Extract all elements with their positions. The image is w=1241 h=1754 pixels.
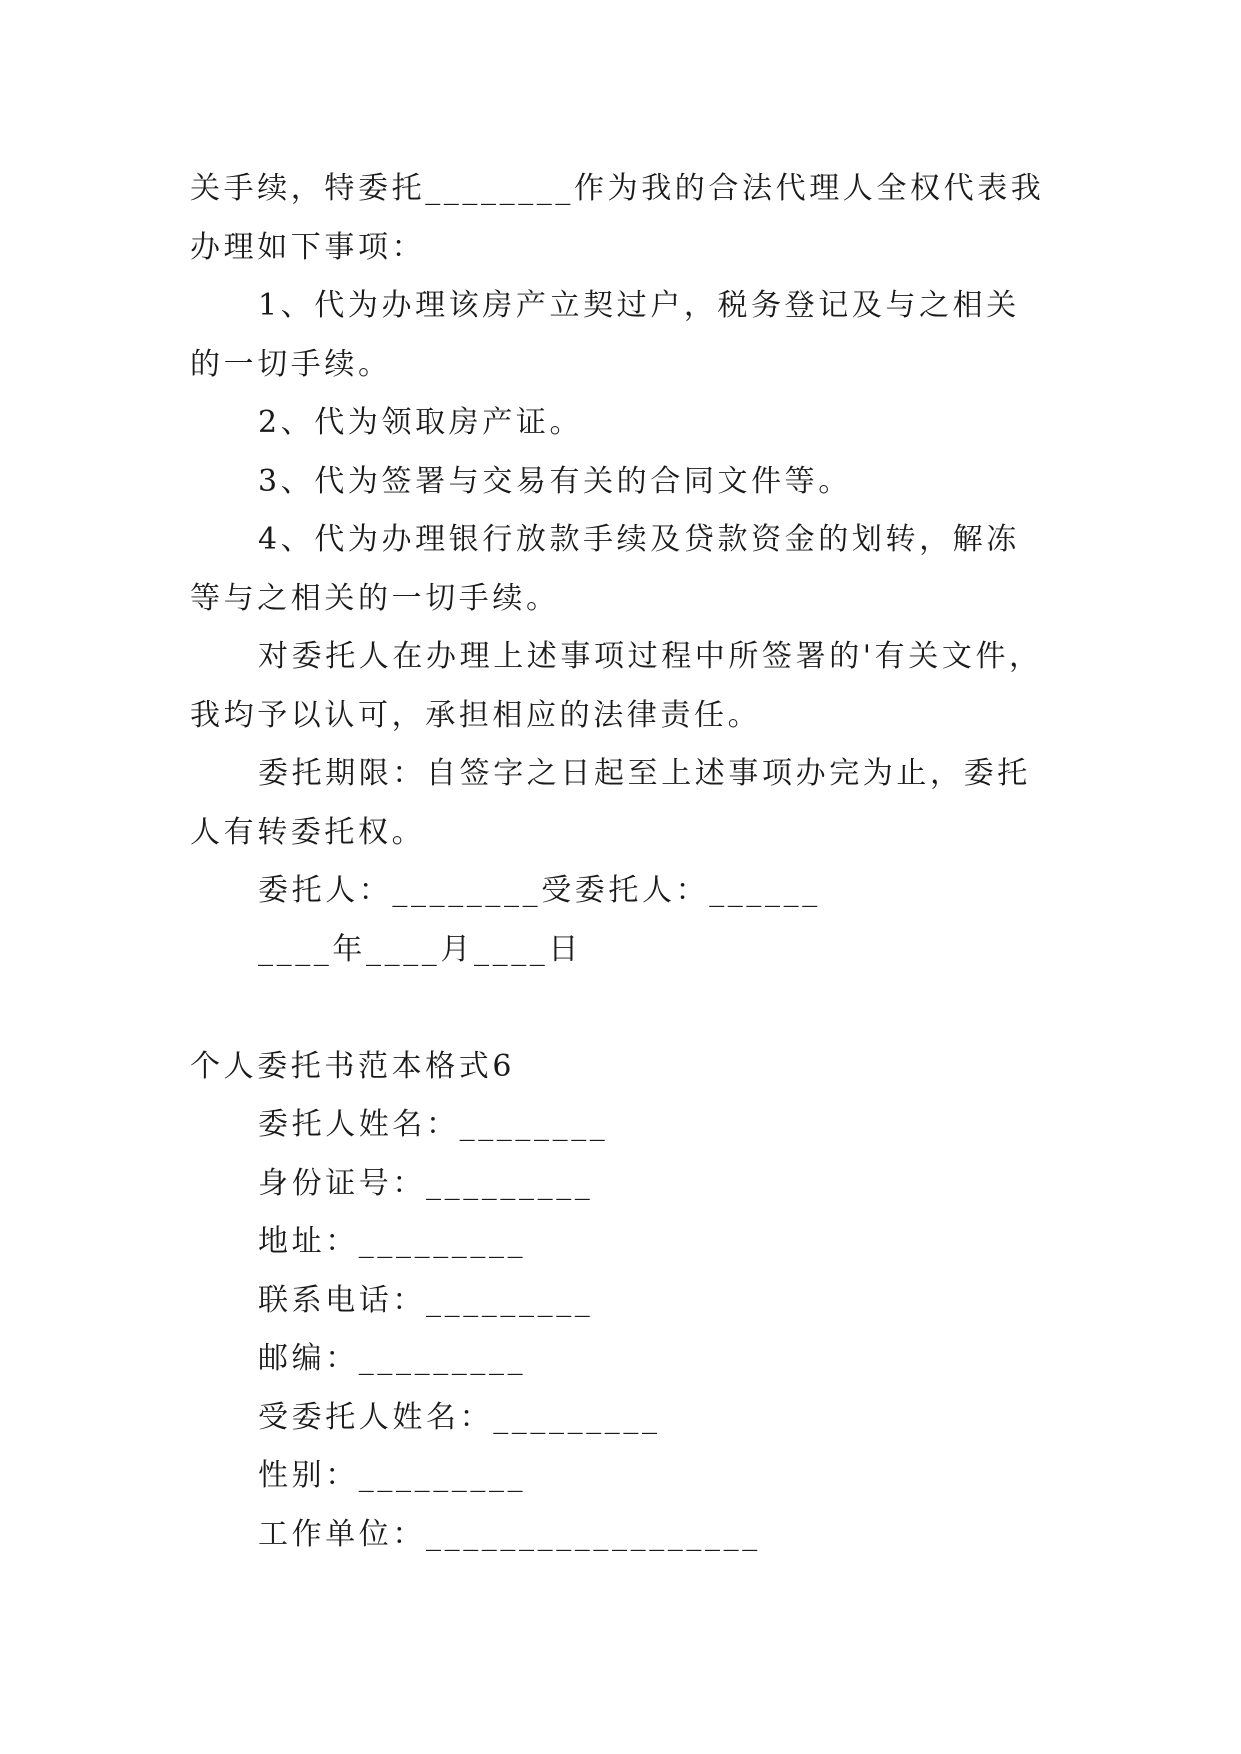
document-body: [190, 160, 1050, 1564]
field-employer: 工作单位：__________________: [258, 1516, 761, 1552]
list-item-3: 3、代为签署与交易有关的合同文件等。: [258, 463, 852, 499]
list-item-2: 2、代为领取房产证。: [258, 405, 584, 440]
field-address: 地址：_________: [258, 1224, 527, 1259]
list-item-4: 4、代为办理银行放款手续及贷款资金的划转，解冻等与之相关的一切手续。: [190, 522, 1020, 616]
section-gap: [190, 979, 1050, 1038]
signature-line: 委托人：________受委托人：______: [258, 873, 821, 908]
date-line: ____年____月____日: [258, 931, 582, 967]
field-postcode: 邮编：_________: [258, 1341, 527, 1376]
field-phone: 联系电话：_________: [258, 1282, 594, 1318]
paragraph-continuation: 关手续，特委托________作为我的合法代理人全权代表我办理如下事项：: [190, 171, 1045, 265]
field-id-number: 身份证号：_________: [258, 1165, 594, 1201]
paragraph-acknowledgement: 对委托人在办理上述事项过程中所签署的'有关文件，我均予以认可，承担相应的法律责任。: [190, 639, 1043, 733]
list-item-1: 1、代为办理该房产立契过户，税务登记及与之相关的一切手续。: [190, 288, 1020, 382]
field-principal-name: 委托人姓名：________: [258, 1107, 609, 1142]
field-gender: 性别：_________: [258, 1458, 527, 1493]
field-agent-name: 受委托人姓名：_________: [258, 1399, 661, 1435]
paragraph-term: 委托期限：自签字之日起至上述事项办完为止，委托人有转委托权。: [190, 756, 1031, 850]
section-title: 个人委托书范本格式6: [190, 1048, 516, 1084]
